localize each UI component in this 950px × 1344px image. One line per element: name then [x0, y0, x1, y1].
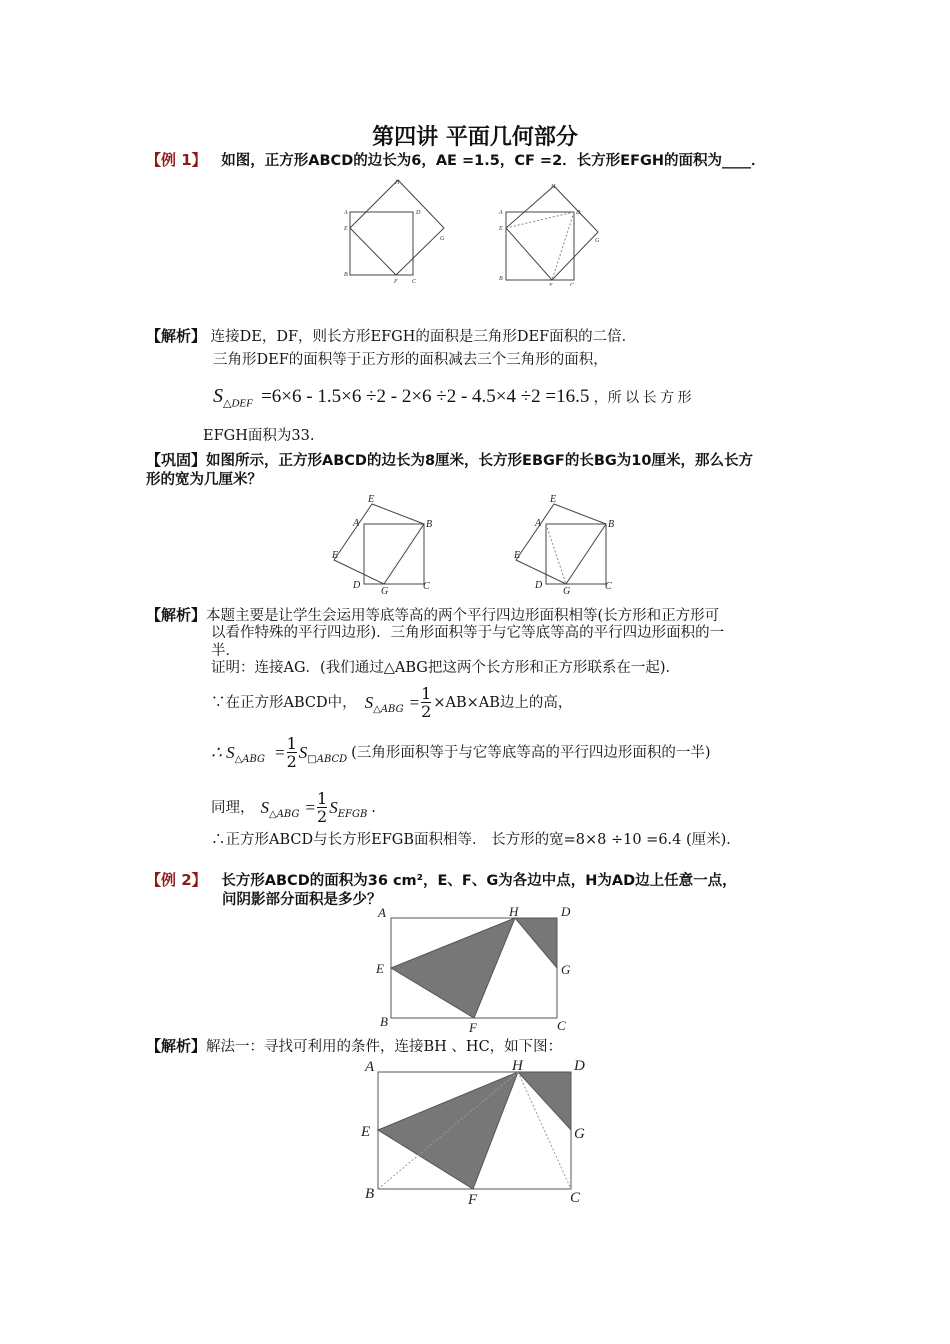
frac-num: 1: [421, 684, 432, 703]
fig2-label-E: E: [332, 550, 339, 561]
fig1r-label-H: H: [551, 184, 556, 190]
example-2-line1: [146, 870, 737, 891]
ex1-solution-line4: EFGH面积为33.: [203, 428, 315, 444]
fig3-label-F: F: [469, 1020, 477, 1035]
fig4-label-E: E: [361, 1124, 371, 1140]
fig1r-label-D: D: [576, 210, 581, 216]
ex1-formula: [213, 386, 692, 413]
fig4-label-F: F: [468, 1192, 478, 1208]
figure-1-left: [330, 176, 455, 286]
fig4-label-D: D: [574, 1058, 585, 1074]
frac-den: 2: [421, 702, 432, 721]
fig4-label-A: A: [365, 1059, 375, 1075]
consolidate-solution-line4: 证明：连接AG．(我们通过△ABG把这两个长方形和正方形联系在一起)．: [211, 660, 680, 676]
fig3-label-H: H: [509, 904, 519, 919]
cs-l7-sub2: EFGB: [337, 809, 368, 820]
consolidate-solution-line8: ∴正方形ABCD与长方形EFGB面积相等． 长方形的宽=8×8 ÷10 =6.4 (厘米)．: [211, 832, 741, 848]
consolidate-solution-line2: 以看作特殊的平行四边形)．三角形面积等于与它等底等高的平行四边形面积的一: [211, 625, 725, 641]
fig1-label-E: E: [344, 226, 348, 232]
example-1-tag: 【例 1】: [146, 151, 207, 169]
fig3-label-E: E: [376, 961, 384, 976]
ex1-solution-line2: 三角形DEF的面积等于正方形的面积减去三个三角形的面积，: [213, 352, 608, 368]
cs-l6-sub: △ABG: [234, 754, 266, 765]
ex1-solution-tag: 【解析】: [146, 327, 207, 345]
cs-l5-sub: △ABG: [373, 704, 404, 715]
figure-2-left: [326, 490, 446, 600]
fig2r-label-G: G: [563, 586, 571, 597]
consolidate-solution-line5: [211, 685, 572, 720]
ex1-solution-line1: [146, 326, 636, 347]
consolidate-solution-tag: 【解析】: [146, 606, 207, 624]
ex1-formula-sub: △DEF: [223, 397, 253, 410]
example-1-text: 如图，正方形ABCD的边长为6，AE =1.5，CF =2．长方形EFGH的面积为____．: [221, 153, 766, 169]
example-1-heading: [146, 150, 766, 171]
frac-den: 2: [317, 807, 328, 826]
fig4-label-B: B: [365, 1186, 375, 1202]
cs-l6-frac: [287, 735, 297, 770]
cs-l6-s2: S: [298, 742, 308, 762]
consolidate-line1: [146, 450, 753, 471]
ex2-solution-text1: 解法一：寻找可利用的条件，连接BH 、HC，如下图：: [206, 1039, 563, 1055]
cs-l5-eq: =: [409, 692, 420, 712]
consolidate-solution-line7: [211, 790, 376, 825]
cs-l6-eq: =: [275, 742, 285, 762]
cs-text1: 本题主要是让学生会运用等底等高的两个平行四边形面积相等(长方形和正方形可: [206, 608, 720, 624]
fig3-label-A: A: [378, 905, 386, 920]
example-2-text1: 长方形ABCD的面积为36 cm²，E、F、G为各边中点，H为AD边上任意一点，: [221, 873, 737, 889]
fig2r-label-A: A: [535, 518, 542, 529]
cs-l5-pre: ∵在正方形ABCD中，: [211, 694, 357, 711]
cs-l7-s: S: [260, 797, 269, 817]
fig1r-label-C: C: [570, 283, 575, 286]
fig4-label-C: C: [570, 1190, 581, 1206]
fig3-label-D: D: [561, 904, 571, 919]
fig2-label-B: B: [426, 519, 433, 530]
cs-l6-sub2: □ABCD: [307, 754, 348, 765]
fig2-label-A: A: [353, 518, 360, 529]
consolidate-solution-line6: [211, 735, 710, 770]
cs-l5-post: ×AB×AB边上的高，: [433, 694, 573, 711]
fig2-label-C: C: [423, 581, 430, 592]
fig2-label-E-top: E: [368, 494, 375, 505]
fig1-label-D: D: [416, 210, 421, 216]
fig1-label-F: F: [394, 279, 398, 285]
ex2-solution-tag: 【解析】: [146, 1037, 207, 1055]
figure-3: [370, 902, 580, 1037]
example-2-line2: 问阴影部分面积是多少？: [222, 892, 382, 908]
fig1r-label-A: A: [499, 210, 503, 216]
ex1-formula-tail: ，所 以 长 方 形: [593, 391, 692, 406]
frac-num: 1: [286, 734, 297, 753]
fig2r-label-E: E: [514, 550, 521, 561]
cs-l6-post: (三角形面积等于与它等底等高的平行四边形面积的一半): [351, 744, 711, 761]
cs-l6-pre: ∴ S: [211, 742, 235, 762]
fig2-label-D: D: [353, 580, 361, 591]
frac-num: 1: [317, 789, 328, 808]
cs-l7-sub: △ABG: [269, 809, 300, 820]
fig2r-label-E-top: E: [550, 494, 557, 505]
frac-den: 2: [286, 752, 297, 771]
example-2-tag: 【例 2】: [146, 871, 207, 889]
page-title: 第四讲 平面几何部分: [372, 125, 578, 150]
ex1-solution-text1: 连接DE，DF，则长方形EFGH的面积是三角形DEF面积的二倍．: [210, 329, 637, 345]
fig2r-label-C: C: [605, 581, 612, 592]
consolidate-text1: 如图所示，正方形ABCD的边长为8厘米，长方形EBGF的长BG为10厘米，那么长方: [206, 453, 753, 469]
fig1r-label-B: B: [499, 276, 503, 282]
cs-l7-eq: =: [305, 797, 316, 817]
fig1-label-B: B: [344, 272, 348, 278]
fig1-label-A: A: [344, 210, 348, 216]
figure-2-right: [508, 490, 628, 600]
fig1-label-C: C: [412, 279, 417, 285]
cs-l5-frac: [421, 685, 431, 720]
fig4-label-G: G: [574, 1126, 585, 1142]
fig1r-label-F: F: [549, 283, 553, 286]
consolidate-tag: 【巩固】: [146, 451, 207, 469]
ex1-formula-rhs: =6×6 - 1.5×6 ÷2 - 2×6 ÷2 - 4.5×4 ÷2 =16.5: [261, 386, 590, 407]
ex1-formula-s: S: [213, 385, 223, 407]
consolidate-line2: 形的宽为几厘米？: [146, 472, 262, 488]
cs-l7-s2: S: [329, 797, 338, 817]
fig3-label-B: B: [380, 1014, 388, 1029]
cs-l5-s: S: [364, 692, 374, 712]
fig2r-label-B: B: [608, 519, 615, 530]
cs-l7-post: .: [371, 799, 376, 816]
fig3-label-G: G: [561, 962, 571, 977]
fig1r-label-G: G: [595, 238, 600, 244]
fig1-label-G: G: [440, 236, 445, 242]
fig3-label-C: C: [557, 1018, 566, 1033]
fig1r-label-E: E: [499, 226, 503, 232]
consolidate-solution-line3: 半．: [211, 643, 240, 659]
fig4-label-H: H: [512, 1058, 523, 1074]
fig2r-label-D: D: [535, 580, 543, 591]
fig1-label-H: H: [395, 180, 400, 186]
figure-1-right: [492, 176, 617, 286]
cs-l7-pre: 同理，: [211, 799, 255, 816]
cs-l7-frac: [317, 790, 327, 825]
fig2-label-G: G: [381, 586, 389, 597]
figure-4: [355, 1052, 595, 1212]
